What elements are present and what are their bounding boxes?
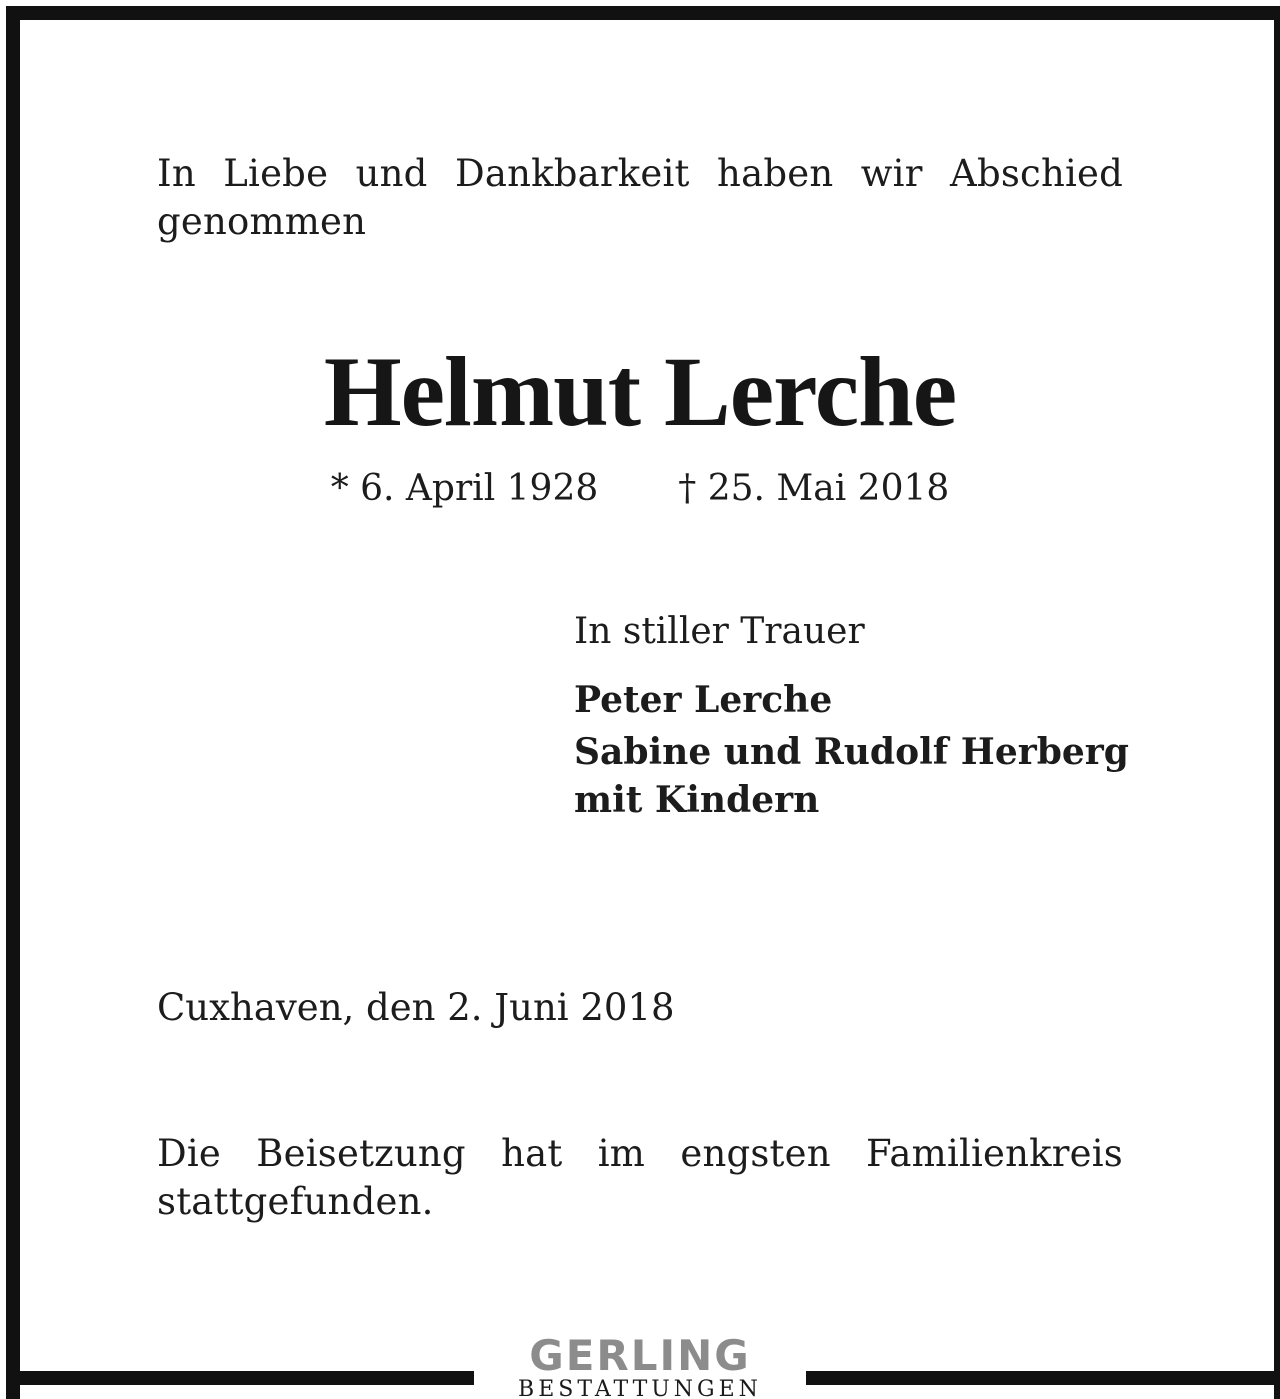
logo-subtitle: BESTATTUNGEN bbox=[518, 1377, 762, 1399]
mourners-block bbox=[574, 608, 1134, 824]
place-and-date: Cuxhaven, den 2. Juni 2018 bbox=[157, 986, 675, 1029]
life-dates bbox=[0, 466, 1280, 512]
funeral-home-logo bbox=[474, 1328, 806, 1399]
mourning-label: In stiller Trauer bbox=[574, 611, 865, 652]
birth-date: * 6. April 1928 bbox=[330, 468, 599, 509]
mourner-name: Peter Lerche bbox=[574, 679, 833, 721]
bottom-border-left bbox=[6, 1371, 474, 1385]
deceased-name: Helmut Lerche bbox=[323, 336, 957, 447]
bottom-border-right bbox=[806, 1371, 1274, 1385]
death-date: † 25. Mai 2018 bbox=[678, 468, 950, 509]
burial-note: Die Beisetzung hat im engsten Familienkreis stattgefunden. bbox=[157, 1132, 1123, 1223]
intro-text: In Liebe und Dankbarkeit haben wir Abschied genommen bbox=[157, 152, 1123, 243]
logo-name: GERLING bbox=[529, 1331, 751, 1380]
mourner-name: Sabine und Rudolf Herberg mit Kindern bbox=[574, 731, 1129, 821]
